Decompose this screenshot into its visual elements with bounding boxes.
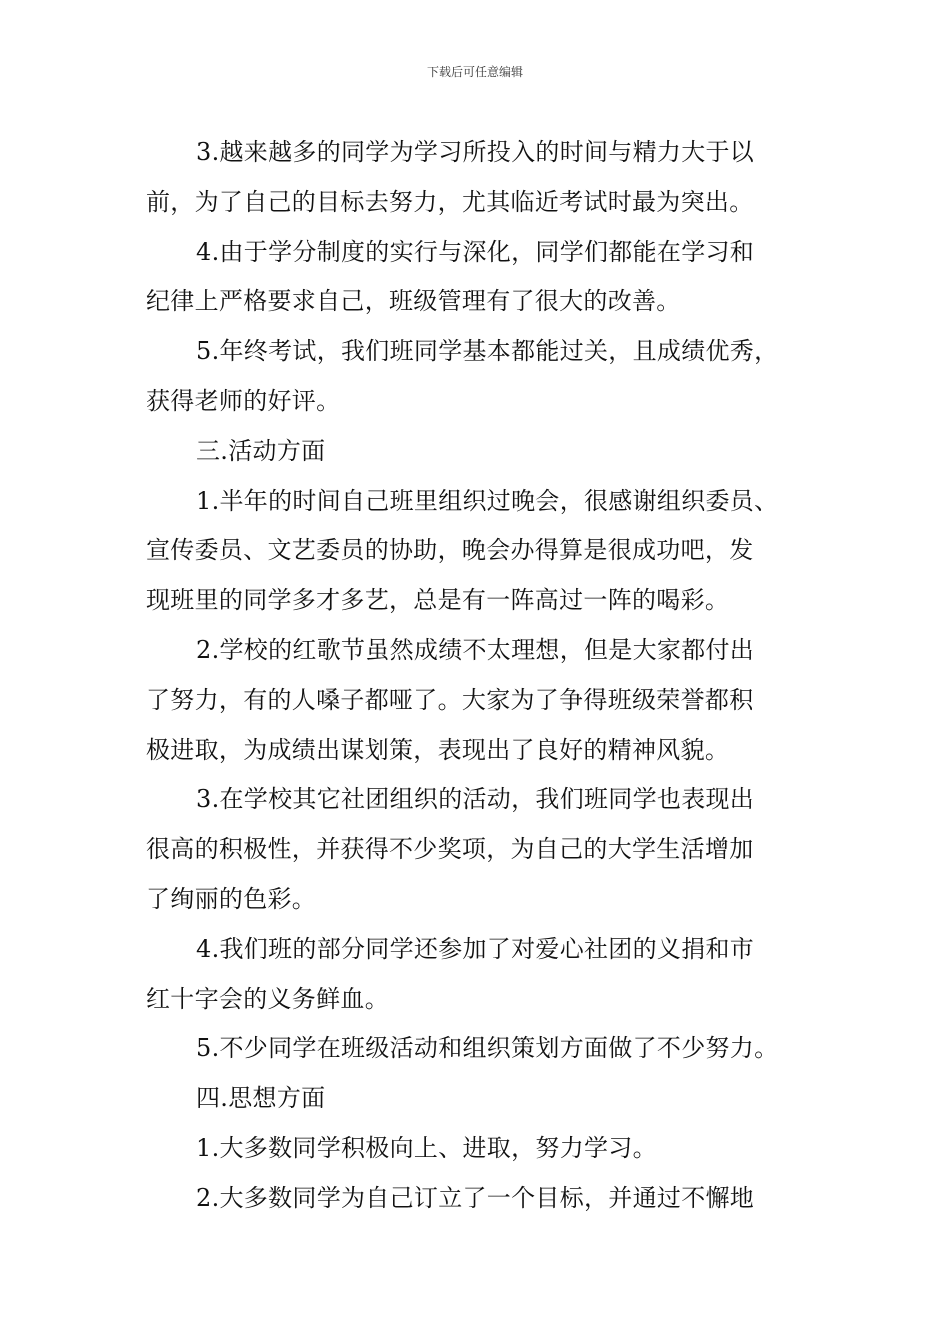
paragraph-activities-5 [146,1024,836,1074]
text-line: 4.我们班的部分同学还参加了对爱心社团的义捐和市 [196,934,755,963]
paragraph-thought-2 [146,1174,836,1224]
paragraph-study-5 [146,327,836,427]
text-line: 很高的积极性，并获得不少奖项，为自己的大学生活增加 [146,835,754,864]
text-line: 2.大多数同学为自己订立了一个目标，并通过不懈地 [196,1183,755,1212]
paragraph-activities-4 [146,925,836,1025]
text-line: 了绚丽的色彩。 [146,884,317,913]
text-line: 5.不少同学在班级活动和组织策划方面做了不少努力。 [196,1034,779,1063]
paragraph-activities-1 [146,477,836,626]
page-header-note: 下载后可任意编辑 [426,65,523,79]
text-line: 红十字会的义务鲜血。 [146,984,389,1013]
text-line: 4.由于学分制度的实行与深化，同学们都能在学习和 [196,237,755,266]
paragraph-study-3 [146,128,836,228]
paragraph-activities-2 [146,626,836,775]
text-line: 获得老师的好评。 [146,386,341,415]
text-line: 现班里的同学多才多艺，总是有一阵高过一阵的喝彩。 [146,586,730,615]
text-line: 1.半年的时间自己班里组织过晚会，很感谢组织委员、 [196,486,779,515]
text-line: 2.学校的红歌节虽然成绩不太理想，但是大家都付出 [196,635,755,664]
section-heading: 四.思想方面 [196,1084,326,1113]
text-line: 了努力，有的人嗓子都哑了。大家为了争得班级荣誉都积 [146,685,754,714]
section-heading-activities [146,427,836,477]
text-line: 1.大多数同学积极向上、进取，努力学习。 [196,1133,657,1162]
text-line: 3.在学校其它社团组织的活动，我们班同学也表现出 [196,785,755,814]
text-line: 极进取，为成绩出谋划策，表现出了良好的精神风貌。 [146,735,730,764]
text-line: 宣传委员、文艺委员的协助，晚会办得算是很成功吧，发 [146,536,754,565]
text-line: 3.越来越多的同学为学习所投入的时间与精力大于以 [196,138,755,166]
document-body [146,128,836,1224]
paragraph-thought-1 [146,1124,836,1174]
paragraph-study-4 [146,228,836,328]
section-heading: 三.活动方面 [196,436,326,465]
text-line: 前，为了自己的目标去努力，尤其临近考试时最为突出。 [146,187,754,216]
paragraph-activities-3 [146,775,836,924]
text-line: 5.年终考试，我们班同学基本都能过关，且成绩优秀， [196,337,779,366]
section-heading-thought [146,1074,836,1124]
text-line: 纪律上严格要求自己，班级管理有了很大的改善。 [146,287,681,316]
